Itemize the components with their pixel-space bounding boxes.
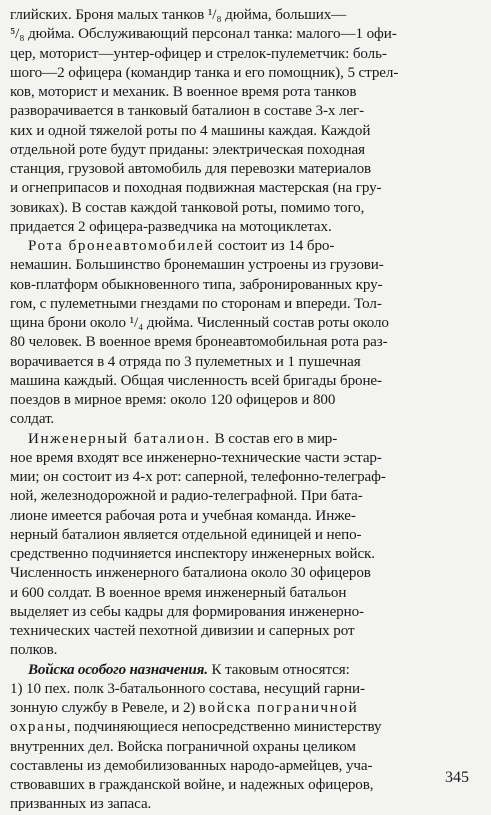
text-line: лионе имеется рабочая рота и учебная команда. Инже- — [10, 507, 356, 524]
text-line: мии; он состоит из 4-х рот: саперной, телефонно-телеграф- — [10, 469, 386, 485]
spaced-heading: Инженерный баталион. — [28, 430, 211, 447]
paragraph-tanks — [10, 6, 483, 237]
text-line: шого—2 офицера (командир танка и его помощник), 5 стрел- — [10, 64, 399, 81]
text-line — [10, 237, 483, 256]
text-line — [10, 430, 483, 449]
text-line: цер, моторист—унтер-офицер и стрелок-пулеметчик: боль- — [10, 45, 387, 62]
paragraph-engineer-battalion — [10, 430, 483, 661]
text-line: станция, грузовой автомобиль для перевозки материалов — [10, 161, 372, 177]
text-line: придается 2 офицера-разведчика на мотоциклетах. — [10, 218, 332, 235]
text-line: ков, моторист и механик. В военное время рота танков — [10, 84, 357, 100]
spaced-heading: Рота бронеавтомобилей — [28, 238, 215, 254]
text-line: призванных из запаса. — [10, 796, 152, 813]
text-line — [10, 661, 483, 680]
text-line: и 600 солдат. В военное время инженерный батальон — [10, 584, 347, 601]
text-line: ное время входят все инженерно-технические части эстар- — [10, 449, 382, 466]
paragraph-armored-cars — [10, 237, 483, 430]
text-run: К таковым относятся: — [207, 661, 350, 678]
spaced-heading: войска пограничной — [199, 700, 359, 716]
text-line: ворачивается в 4 отряда по 3 пулеметных и 1 пушечная — [10, 353, 361, 370]
italic-heading: Войска особого назначения. — [28, 661, 208, 678]
text-line: ствовавших в гражданской войне, и надежных офицеров, — [10, 777, 374, 793]
text-line: зовиках). В состав каждой танковой роты, помимо того, — [10, 199, 365, 216]
text-line: солдат. — [10, 411, 55, 428]
text-line: ких и одной тяжелой роты по 4 машины каждая. Каждой — [10, 122, 371, 139]
text-line — [10, 699, 483, 718]
text-run: , подчиняющиеся непосредственно министерству — [66, 719, 382, 736]
text-line: гом, с пулеметными гнездами по сторонам и впереди. Тол- — [10, 295, 382, 312]
text-run: зонную службу в Ревеле, и 2) — [10, 700, 200, 716]
text-line: 80 человек. В военное время бронеавтомобильная рота раз- — [10, 334, 388, 351]
text-line: разворачивается в танковый баталион в составе 3-х лег- — [10, 103, 365, 120]
text-line: ков-платформ обыкновенного типа, забронированных кру- — [10, 276, 383, 293]
text-line: немашин. Большинство бронемашин устроены из грузови- — [10, 257, 384, 274]
text-line: Численность инженерного баталиона около 30 офицеров — [10, 565, 371, 582]
text-line: щина брони около ¹/₄ дюйма. Численный состав роты около — [10, 315, 389, 331]
text-line — [10, 718, 483, 737]
text-line: глийских. Броня малых танков ¹/₈ дюйма, больших— — [10, 7, 347, 23]
text-line: полков. — [10, 642, 58, 659]
text-line: отдельной роте будут приданы: электрическая походная — [10, 141, 365, 158]
spaced-heading: охраны — [10, 719, 67, 736]
text-line: средственно подчиняется инспектору инженерных войск. — [10, 546, 375, 562]
text-line: составлены из демобилизованных народо-армейцев, уча- — [10, 757, 373, 774]
text-line: нерный баталион является отдельной единицей и непо- — [10, 526, 362, 543]
text-line: 1) 10 пех. полк 3-батальонного состава, несущий гарни- — [10, 680, 365, 697]
text-line: ⁵/₈ дюйма. Обслуживающий персонал танка: малого—1 офи- — [10, 26, 397, 43]
page-number: 345 — [445, 769, 469, 786]
text-run: В состав его в мир- — [210, 430, 338, 447]
text-line: внутренних дел. Войска пограничной охраны целиком — [10, 738, 356, 755]
text-line: машина каждый. Общая численность всей бригады броне- — [10, 372, 382, 389]
text-run: состоит из 14 бро- — [214, 238, 335, 254]
text-line: ной, железнодорожной и радио-телеграфной. При бата- — [10, 488, 363, 505]
text-line: и огнеприпасов и походная подвижная мастерская (на гру- — [10, 180, 382, 197]
text-line: технических частей пехотной дивизии и саперных рот — [10, 623, 355, 639]
text-line: поездов в мирное время: около 120 офицеров и 800 — [10, 392, 336, 408]
paragraph-special-troops — [10, 661, 483, 815]
text-line: выделяет из себы кадры для формирования инженерно- — [10, 603, 364, 620]
